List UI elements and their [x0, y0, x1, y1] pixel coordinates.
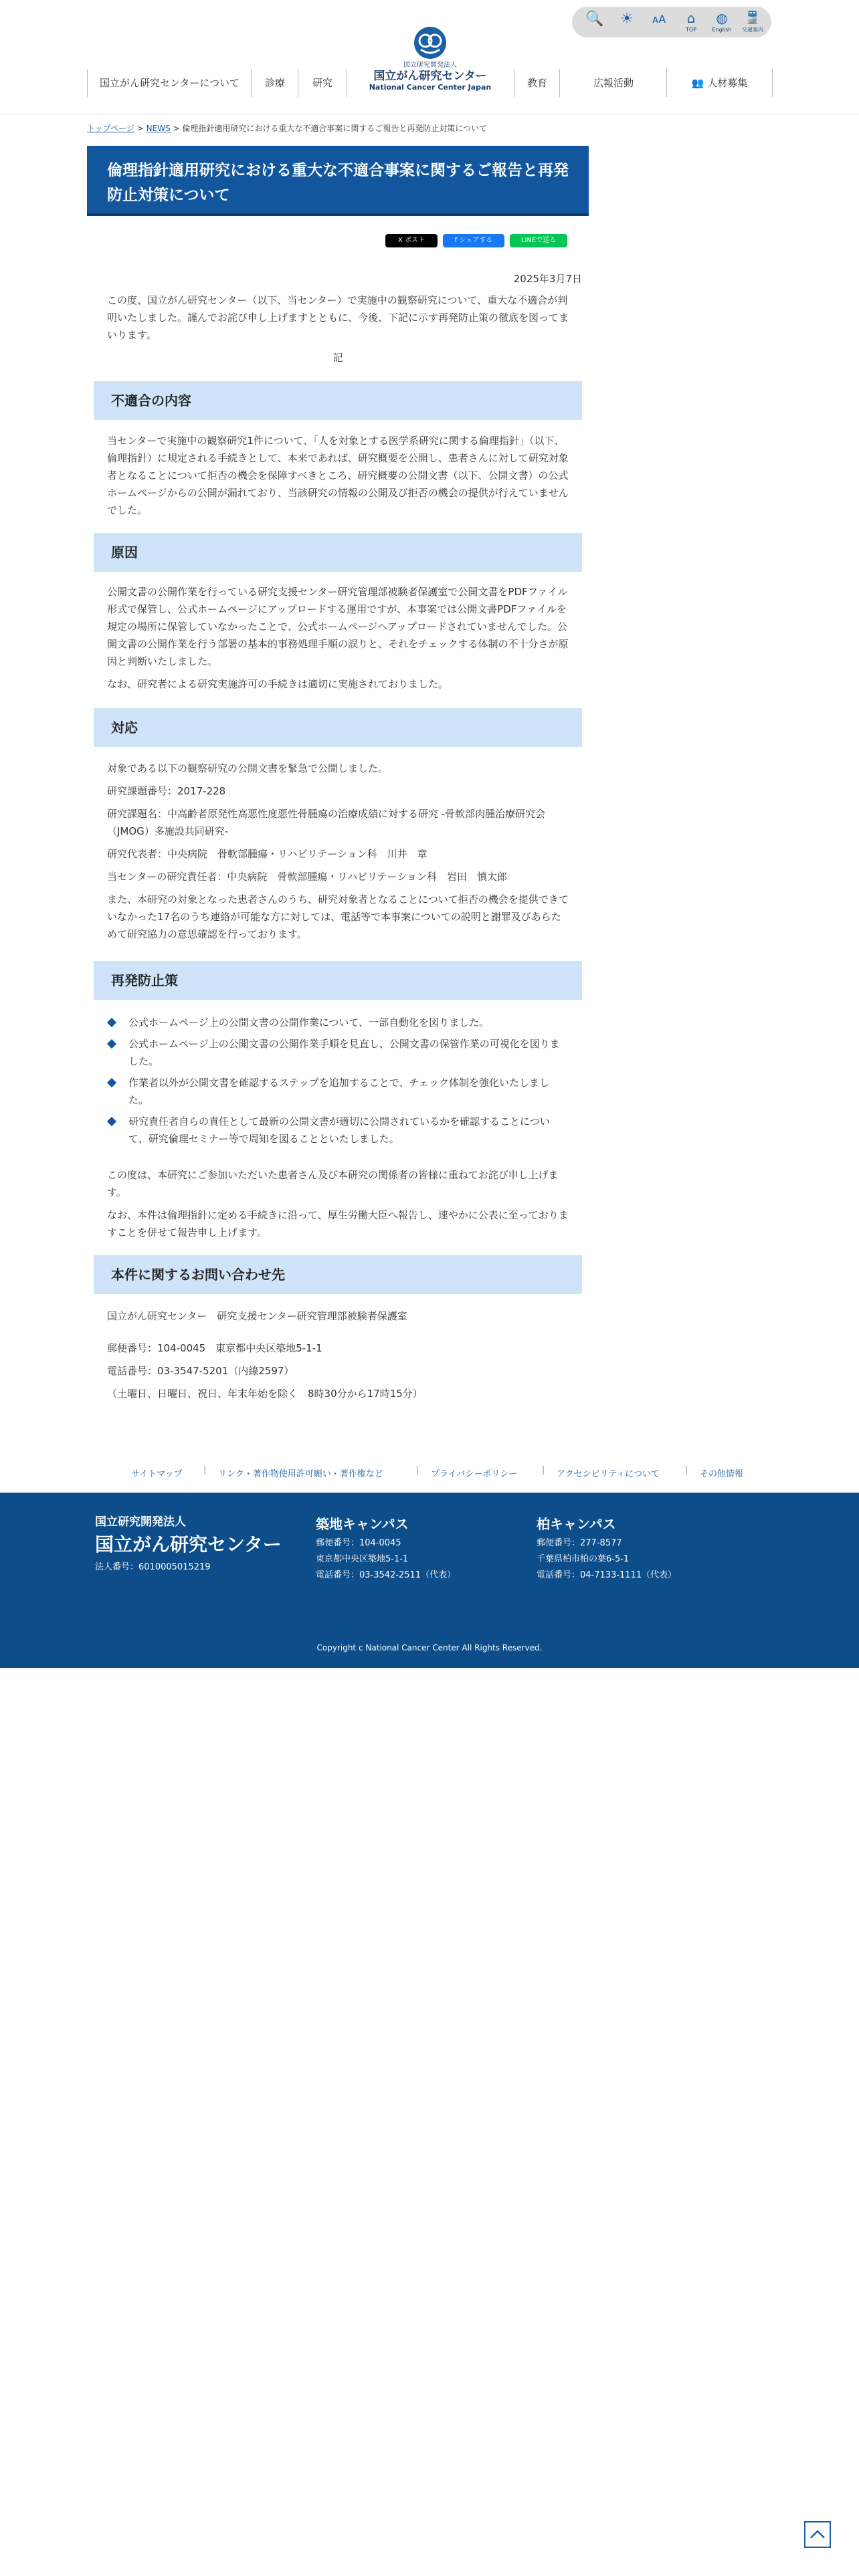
footer-org	[95, 1513, 282, 1577]
section-body-nonconformity: 当センターで実施中の観察研究1件について、「人を対象とする医学系研究に関する倫理指針」（以下、倫理指針）に規定される手続きとして、本来であれば、研究概要を公開し、患者さんに対して研究対象者となることについて拒否の機会を保障すべきところ、研究概要の公開文書（以下、公開文書）の公式ホームページからの公開が漏れており、当該研究の情報の公開及び拒否の機会の提供が行えていませんでした。	[107, 435, 569, 516]
article-ki: 記	[332, 352, 343, 364]
tsukiji-heading: 築地キャンパス	[316, 1516, 409, 1532]
contact-tel: 電話番号：03-3547-5201（内線2597）	[107, 1365, 294, 1377]
cause-paragraph-1: 公開文書の公開作業を行っている研究支援センター研究管理部被験者保護室で公開文書をPDFファイル形式で保管し、公式ホームページにアップロードする運用ですが、本事案では公開文書PDFファイルを規定の場所に保管していなかったことで、公式ホームページへアップロードされていませんでした。公開文書の公開作業を行う部署の基本的事務処理手順の誤りと、それをチェックする体制の不十分さが原因と判断いたしました。	[107, 586, 569, 667]
contact-hours: （土曜日、日曜日、祝日、年末年始を除く 8時30分から17時15分）	[107, 1388, 423, 1400]
footer-link-accessibility[interactable]: アクセシビリティについて	[557, 1469, 660, 1479]
response-principal-investigator: 研究代表者：中央病院 骨軟部腫瘍・リハビリテーション科 川井 章	[107, 848, 427, 860]
section-heading-contact: 本件に関するお問い合わせ先	[94, 1255, 582, 1294]
cause-paragraph-2: なお、研究者による研究実施許可の手続きは適切に実施されておりました。	[107, 678, 449, 690]
brightness-icon[interactable]: ☀	[620, 11, 634, 27]
prevention-list-wrap	[94, 1014, 569, 1152]
footer-org-small: 国立研究開発法人	[95, 1515, 186, 1529]
footer-link-other[interactable]: その他情報	[700, 1469, 744, 1479]
section-cause-text	[107, 583, 569, 693]
footer-kashiwa: 柏キャンパス 郵便番号：277-8577 千葉県柏市柏の葉6-5-1 電話番号：04-7133-1111（代表）	[537, 1513, 676, 1584]
logo-name: 国立がん研究センター	[373, 70, 487, 83]
prevention-list	[94, 1014, 569, 1148]
list-item: 公式ホームページ上の公開文書の公開作業手順を見直し、公開文書の保管作業の可視化を図りました。	[94, 1035, 569, 1070]
response-study-title: 研究課題名：中高齢者原発性高悪性度悪性骨腫瘍の治療成績に対する研究 -骨軟部肉腫治療研究会（JMOG）多施設共同研究-	[107, 808, 546, 837]
list-item: 作業者以外が公開文書を確認するステップを追加することで、チェック体制を強化いたしました。	[94, 1074, 569, 1109]
search-icon[interactable]: 🔍	[585, 11, 604, 27]
section-heading-nonconformity: 不適合の内容	[94, 381, 582, 420]
section-response-text	[107, 760, 569, 943]
people-icon: 👥	[691, 77, 704, 89]
closing-report: なお、本件は倫理指針に定める手続きに沿って、厚生労働大臣へ報告し、速やかに公表に至っておりますことを併せて報告申し上げます。	[107, 1209, 569, 1239]
page-title-box	[87, 146, 589, 216]
response-study-number: 研究課題番号：2017-228	[107, 785, 226, 797]
font-size-icon[interactable]: ᴀA	[652, 13, 666, 25]
global-nav	[0, 69, 859, 97]
nav-recruit[interactable]: 👥 人材募集	[666, 69, 773, 97]
section-heading-cause: 原因	[94, 533, 582, 572]
breadcrumb-news-link[interactable]: NEWS	[146, 124, 171, 133]
home-icon[interactable]: ⌂ TOP	[685, 10, 696, 33]
footer-org-name: 国立がん研究センター	[95, 1533, 282, 1555]
page-title: 倫理指針適用研究における重大な不適合事案に関するご報告と再発防止対策について	[107, 162, 569, 204]
site-footer	[0, 1493, 859, 1668]
logo-mark-icon	[413, 25, 448, 60]
breadcrumb-current: 倫理指針適用研究における重大な不適合事案に関するご報告と再発防止対策について	[182, 124, 488, 133]
response-paragraph-6: また、本研究の対象となった患者さんのうち、研究対象者となることについて拒否の機会を提供できていなかった17名のうち連絡が可能な方に対しては、電話等で本事案についての説明と謝罪及びあらためて研究協力の意思確認を行っております。	[107, 893, 569, 940]
section-heading-prevention: 再発防止策	[94, 961, 582, 1000]
globe-icon[interactable]: ◍ English	[712, 10, 732, 33]
list-item: 研究責任者自らの責任として最新の公開文書が適切に公開されているかを確認することについて、研究倫理セミナー等で周知を図ることといたしました。	[94, 1113, 569, 1148]
contact-org: 国立がん研究センター 研究支援センター研究管理部被験者保護室	[107, 1310, 407, 1322]
footer-link-copyright[interactable]: リンク・著作物使用許可願い・著作権など	[218, 1469, 383, 1479]
logo-english: National Cancer Center Japan	[369, 83, 492, 92]
footer-tsukiji: 築地キャンパス 郵便番号：104-0045 東京都中央区築地5-1-1 電話番号：03-3542-2511（代表）	[316, 1513, 456, 1584]
section-heading-response: 対応	[94, 708, 582, 747]
nav-public-relations[interactable]: 広報活動	[559, 69, 667, 97]
train-icon[interactable]: 🚆 交通案内	[742, 11, 763, 33]
article-intro: この度、国立がん研究センター（以下、当センター）で実施中の観察研究について、重大な不適合が判明いたしました。謹んでお詫び申し上げますとともに、今後、下記に示す再発防止策の徹底を図ってまいります。	[107, 294, 569, 341]
site-header	[0, 0, 859, 114]
closing-apology: この度は、本研究にご参加いただいた患者さん及び本研究の関係者の皆様に重ねてお詫び申し上げます。	[107, 1169, 559, 1198]
nav-clinical[interactable]: 診療	[251, 69, 298, 97]
utility-bar	[572, 7, 771, 37]
footer-corp-number: 法人番号：6010005015219	[95, 1562, 211, 1572]
list-item: 公式ホームページ上の公開文書の公開作業について、一部自動化を図りました。	[94, 1014, 569, 1031]
contact-info	[107, 1307, 569, 1402]
nav-research[interactable]: 研究	[298, 69, 347, 97]
prevention-closing	[107, 1166, 569, 1241]
kashiwa-heading: 柏キャンパス	[537, 1516, 616, 1532]
footer-link-sitemap[interactable]: サイトマップ	[131, 1469, 183, 1479]
footer-links: サイトマップ | リンク・著作物使用許可願い・著作権など | プライバシーポリシー | アクセシビリティについて | その他情報	[131, 1465, 744, 1479]
chevron-up-icon	[805, 2523, 830, 2547]
logo-small-text: 国立研究開発法人	[403, 62, 457, 69]
line-share-button[interactable]: LINEで送る	[510, 234, 567, 247]
article-date: 2025年3月7日	[513, 273, 582, 285]
response-paragraph-1: 対象である以下の観察研究の公開文書を緊急で公開しました。	[107, 762, 389, 774]
nav-about[interactable]: 国立がん研究センターについて	[87, 69, 252, 97]
breadcrumb: トップページ > NEWS > 倫理指針適用研究における重大な不適合事案に関するご報告と再発防止対策について	[87, 124, 488, 133]
back-to-top-button[interactable]	[804, 2521, 831, 2548]
response-responsible-person: 当センターの研究責任者：中央病院 骨軟部腫瘍・リハビリテーション科 岩田 慎太郎	[107, 871, 508, 883]
contact-postal: 郵便番号：104-0045 東京都中央区築地5-1-1	[107, 1342, 322, 1354]
nav-education[interactable]: 教育	[514, 69, 560, 97]
footer-link-privacy[interactable]: プライバシーポリシー	[431, 1469, 518, 1479]
facebook-share-button[interactable]: f シェアする	[443, 234, 504, 247]
breadcrumb-top-link[interactable]: トップページ	[87, 124, 134, 133]
copyright: Copyright c National Cancer Center All Rights Reserved.	[316, 1643, 543, 1652]
x-post-button[interactable]: X ポスト	[385, 234, 438, 247]
